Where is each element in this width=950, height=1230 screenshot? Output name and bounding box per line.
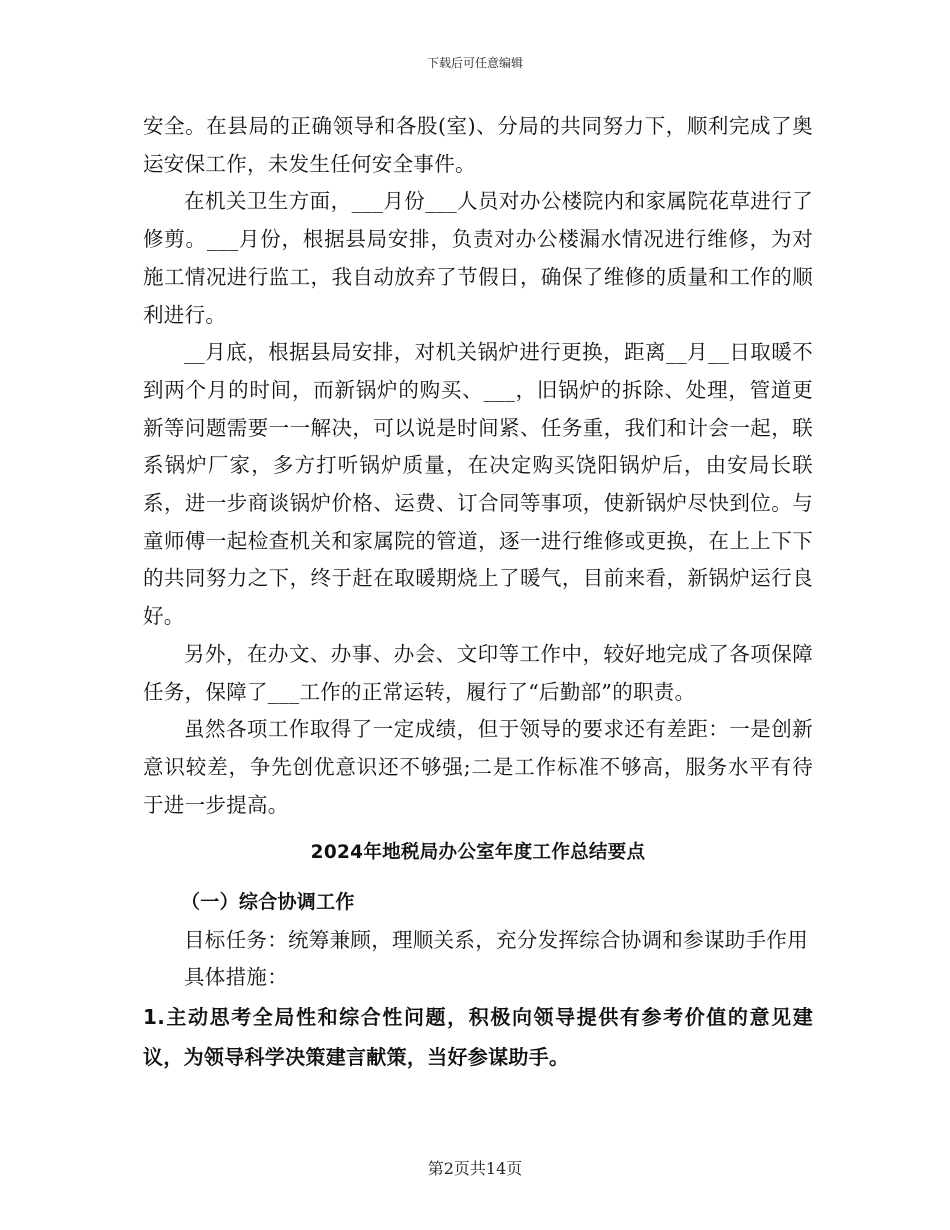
goal-text: 目标任务：统筹兼顾，理顺关系，充分发挥综合协调和参谋助手作用 bbox=[184, 927, 808, 952]
document-body bbox=[143, 108, 813, 1077]
paragraph: __月底，根据县局安排，对机关锅炉进行更换，距离__月__日取暖不到两个月的时间，而新锅炉的购买、___，旧锅炉的拆除、处理，管道更新等问题需要一一解决，可以说是时间紧、任务重，我们和计会一起，联系锅炉厂家，多方打听锅炉质量，在决定购买饶阳锅炉后，由安局长联系，进一步商谈锅炉价格、运费、订合同等事项，使新锅炉尽快到位。与童师傅一起检查机关和家属院的管道，逐一进行维修或更换，在上上下下的共同努力之下，终于赶在取暖期烧上了暖气，目前来看，新锅炉运行良好。 bbox=[143, 340, 813, 629]
paragraph: 在机关卫生方面，___月份___人员对办公楼院内和家属院花草进行了修剪。___月份，根据县局安排，负责对办公楼漏水情况进行维修，为对施工情况进行监工，我自动放弃了节假日，确保了维修的质量和工作的顺利进行。 bbox=[143, 189, 813, 327]
section-title: 2024年地税局办公室年度工作总结要点 bbox=[310, 842, 646, 864]
page-header: 下载后可任意编辑 bbox=[426, 56, 523, 70]
subsection-heading: （一）综合协调工作 bbox=[181, 891, 355, 914]
paragraph: 虽然各项工作取得了一定成绩，但于领导的要求还有差距：一是创新意识较差，争先创优意识还不够强;二是工作标准不够高，服务水平有待于进一步提高。 bbox=[143, 717, 813, 817]
paragraph: 另外，在办文、办事、办会、文印等工作中，较好地完成了各项保障任务，保障了___工作的正常运转，履行了“后勤部”的职责。 bbox=[143, 641, 813, 704]
paragraph: 安全。在县局的正确领导和各股(室)、分局的共同努力下，顺利完成了奥运安保工作，未发生任何安全事件。 bbox=[143, 114, 813, 176]
measure-item: 1.主动思考全局性和综合性问题，积极向领导提供有参考价值的意见建议，为领导科学决策建言献策，当好参谋助手。 bbox=[143, 1005, 813, 1070]
measures-label: 具体措施： bbox=[184, 965, 288, 990]
page-footer: 第2页共14页 bbox=[427, 1159, 523, 1178]
